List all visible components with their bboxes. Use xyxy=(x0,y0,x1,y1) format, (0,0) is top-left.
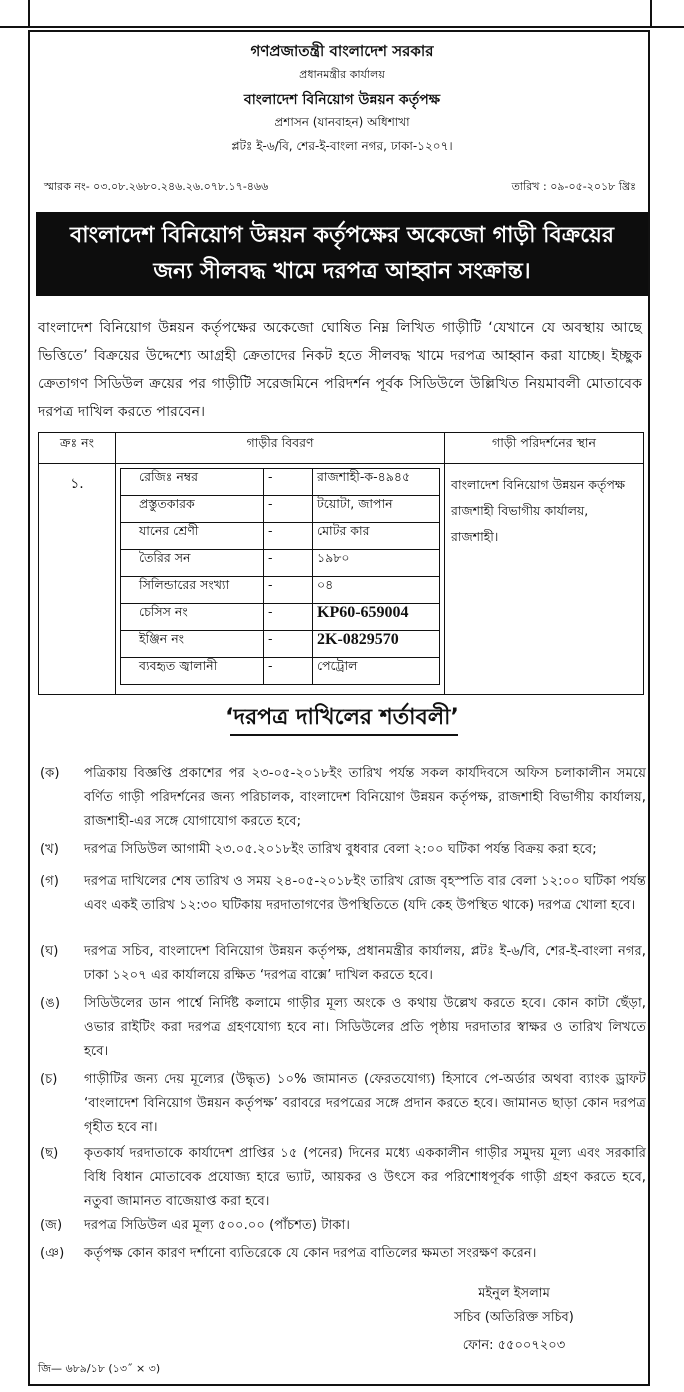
serial-cell: ১. xyxy=(39,464,116,695)
spec-value: টয়োটা, জাপান xyxy=(313,496,440,523)
spec-label: চেসিস নং xyxy=(121,604,264,631)
condition-text: পত্রিকায় বিজ্ঞপ্তি প্রকাশের পর ২৩-০৫-২০১৮ইং তারিখ পর্যন্ত সকল কার্যদিবসে অফিস চলাকালীন সময়ে বর্ণিত গাড়ী পরিদর্শনের জন্য পরিচালক, বাংলাদেশ বিনিয়োগ উন্নয়ন কর্তৃপক্ষ, রাজশাহী বিভাগীয় কার্যালয়, রাজশাহী-এর সঙ্গে যোগাযোগ করতে হবে; xyxy=(84,766,646,829)
condition-text: কৃতকার্য দরদাতাকে কার্যাদেশ প্রাপ্তির ১৫ (পনের) দিনের মধ্যে এককালীন গাড়ীর সমুদয় মূল্য এবং সরকারি বিধি বিধান মোতাবেক প্রযোজ্য হারে ভ্যাট, আয়কর ও উৎসে কর পরিশোধপূর্বক গাড়ী গ্রহণ করতে হবে, নতুবা জামানত বাজেয়াপ্ত করা হবে। xyxy=(84,1146,646,1209)
spec-row xyxy=(121,631,440,658)
conditions-title: ‘দরপত্র দাখিলের শর্তাবলী’ xyxy=(225,705,459,730)
spec-value: পেট্রোল xyxy=(313,658,440,685)
condition-label: (ক) xyxy=(40,766,60,781)
condition-label: (ঘ) xyxy=(40,944,59,959)
memo-number: স্মারক নং- ০৩.০৮.২৬৮০.২৪৬.২৬.০৭৮.১৭-৪৬৬ xyxy=(44,180,269,193)
condition-text: সিডিউলের ডান পার্শ্বে নির্দিষ্ট কলামে গাড়ীর মূল্য অংকে ও কথায় উল্লেখ করতে হবে। কোন কাটা ছেঁড়া, ওভার রাইটিং করা দরপত্র গ্রহণযোগ্য হবে না। সিডিউলের প্রতি পৃষ্ঠায় দরদাতার স্বাক্ষর ও তারিখ লিখতে হবে। xyxy=(84,996,646,1059)
table-header-row xyxy=(39,433,644,464)
spec-row xyxy=(121,496,440,523)
office-name: প্রধানমন্ত্রীর কার্যালয় xyxy=(299,68,385,81)
spec-dash: - xyxy=(264,658,313,685)
condition-item xyxy=(40,940,646,988)
spec-label: রেজিঃ নম্বর xyxy=(121,469,264,496)
header-serial: ক্রঃ নং xyxy=(39,433,116,464)
spec-label: প্রস্তুতকারক xyxy=(121,496,264,523)
signatory-name: মইনুল ইসলাম xyxy=(478,1286,550,1301)
print-code: জি— ৬৮৯/১৮ (১৩˝ × ৩) xyxy=(38,1362,161,1375)
location-line-2: রাজশাহী বিভাগীয় কার্যালয়, রাজশাহী। xyxy=(451,503,589,544)
condition-text: দরপত্র সিডিউল এর মূল্য ৫০০.০০ (পাঁচশত) টাকা। xyxy=(84,1218,350,1233)
spec-label: ইঞ্জিন নং xyxy=(121,631,264,658)
engine-number: 2K-0829570 xyxy=(313,631,440,658)
condition-label: (ছ) xyxy=(40,1146,59,1161)
notice-date: তারিখ : ০৯-০৫-২০১৮ খ্রিঃ xyxy=(511,180,636,193)
signatory-title: সচিব (অতিরিক্ত সচিব) xyxy=(454,1310,574,1325)
condition-label: (চ) xyxy=(40,1072,58,1087)
condition-label: (জ) xyxy=(40,1218,63,1233)
location-cell xyxy=(445,464,644,695)
spec-value: মোটর কার xyxy=(313,523,440,550)
banner-line-1: বাংলাদেশ বিনিয়োগ উন্নয়ন কর্তৃপক্ষের অকেজো গাড়ী বিক্রয়ের xyxy=(69,223,614,248)
condition-item xyxy=(40,1214,646,1238)
notice-banner xyxy=(36,212,648,296)
condition-label: (খ) xyxy=(40,842,59,857)
spec-dash: - xyxy=(264,469,313,496)
spec-dash: - xyxy=(264,577,313,604)
chassis-number: KP60-659004 xyxy=(313,604,440,631)
condition-item xyxy=(40,1142,646,1214)
condition-item xyxy=(40,1068,646,1140)
spec-label: সিলিন্ডারের সংখ্যা xyxy=(121,577,264,604)
spec-dash: - xyxy=(264,550,313,577)
spec-dash: - xyxy=(264,631,313,658)
specs-cell xyxy=(116,464,445,695)
vehicle-table xyxy=(38,432,644,695)
spec-label: তৈরির সন xyxy=(121,550,264,577)
location-line-1: বাংলাদেশ বিনিয়োগ উন্নয়ন কর্তৃপক্ষ xyxy=(451,477,626,492)
spec-row xyxy=(121,469,440,496)
condition-text: দরপত্র দাখিলের শেষ তারিখ ও সময় ২৪-০৫-২০১৮ইং তারিখ রোজ বৃহস্পতি বার বেলা ১২:০০ ঘটিকা পর্যন্ত এবং একই তারিখ ১২:৩০ ঘটিকায় দরদাতাগণের উপস্থিতিতে (যদি কেহ উপস্থিত থাকে) দরপত্র খোলা হবে। xyxy=(84,874,646,913)
spec-label: ব্যবহৃত জ্বালানী xyxy=(121,658,264,685)
condition-text: দরপত্র সচিব, বাংলাদেশ বিনিয়োগ উন্নয়ন কর্তৃপক্ষ, প্রধানমন্ত্রীর কার্যালয়, প্লটঃ ই-৬/বি, শের-ই-বাংলা নগর, ঢাকা ১২০৭ এর কার্যালয়ে রক্ষিত ‘দরপত্র বাক্সে’ দাখিল করতে হবে। xyxy=(84,944,646,983)
spec-row xyxy=(121,550,440,577)
border-tick-left xyxy=(28,0,30,26)
spec-row xyxy=(121,658,440,685)
condition-label: (ঙ) xyxy=(40,996,60,1011)
condition-item xyxy=(40,992,646,1064)
spec-row xyxy=(121,577,440,604)
border-tick-right xyxy=(650,0,652,26)
condition-item xyxy=(40,838,646,862)
condition-text: গাড়ীটির জন্য দেয় মূল্যের (উদ্ধৃত) ১০% জামানত (ফেরতযোগ্য) হিসাবে পে-অর্ডার অথবা ব্যাংক ড্রাফট ‘বাংলাদেশ বিনিয়োগ উন্নয়ন কর্তৃপক্ষ’ বরাবরে দরপত্রের সঙ্গে প্রদান করতে হবে। জামানত ছাড়া কোন দরপত্র গৃহীত হবে না। xyxy=(84,1072,646,1135)
spec-value: ১৯৮০ xyxy=(313,550,440,577)
condition-label: (গ) xyxy=(40,874,59,889)
top-border-strip xyxy=(0,0,684,28)
conditions-title-underline xyxy=(230,734,458,736)
spec-value: ০৪ xyxy=(313,577,440,604)
condition-item xyxy=(40,762,646,834)
specs-list xyxy=(120,468,440,685)
office-address: প্লটঃ ই-৬/বি, শের-ই-বাংলা নগর, ঢাকা-১২০৭। xyxy=(231,139,453,153)
condition-item xyxy=(40,870,646,918)
signatory-phone: ফোন: ৫৫০০৭২০৩ xyxy=(462,1338,566,1353)
division-name: প্রশাসন (যানবাহন) অধিশাখা xyxy=(274,115,410,129)
table-row xyxy=(39,464,644,695)
spec-value: রাজশাহী-ক-৪৯৪৫ xyxy=(313,469,440,496)
intro-paragraph: বাংলাদেশ বিনিয়োগ উন্নয়ন কর্তৃপক্ষের অকেজো ঘোষিত নিম্ন লিখিত গাড়ীটি ‘যেখানে যে অবস্থায় আছে ভিত্তিতে’ বিক্রয়ের উদ্দেশ্যে আগ্রহী ক্রেতাদের নিকট হতে সীলবদ্ধ খামে দরপত্র আহ্বান করা যাচ্ছে। ইচ্ছুক ক্রেতাগণ সিডিউল ক্রয়ের পর গাড়ীটি সরেজমিনে পরিদর্শন পূর্বক সিডিউলে উল্লিখিত নিয়মাবলী মোতাবেক দরপত্র দাখিল করতে পারবেন। xyxy=(38,320,642,420)
spec-label: যানের শ্রেণী xyxy=(121,523,264,550)
spec-dash: - xyxy=(264,523,313,550)
header-description: গাড়ীর বিবরণ xyxy=(116,433,445,464)
condition-text: কর্তৃপক্ষ কোন কারণ দর্শানো ব্যতিরেকে যে কোন দরপত্র বাতিলের ক্ষমতা সংরক্ষণ করেন। xyxy=(84,1246,537,1261)
condition-label: (ঞ) xyxy=(40,1246,65,1261)
header-location: গাড়ী পরিদর্শনের স্থান xyxy=(445,433,644,464)
authority-name: বাংলাদেশ বিনিয়োগ উন্নয়ন কর্তৃপক্ষ xyxy=(243,92,441,108)
condition-text: দরপত্র সিডিউল আগামী ২৩.০৫.২০১৮ইং তারিখ বুধবার বেলা ২:০০ ঘটিকা পর্যন্ত বিক্রয় করা হবে; xyxy=(84,842,597,857)
spec-row xyxy=(121,604,440,631)
govt-title: গণপ্রজাতন্ত্রী বাংলাদেশ সরকার xyxy=(250,42,434,60)
banner-line-2: জন্য সীলবদ্ধ খামে দরপত্র আহ্বান সংক্রান্ত। xyxy=(153,259,531,284)
spec-row xyxy=(121,523,440,550)
condition-item xyxy=(40,1242,646,1266)
spec-dash: - xyxy=(264,604,313,631)
spec-dash: - xyxy=(264,496,313,523)
